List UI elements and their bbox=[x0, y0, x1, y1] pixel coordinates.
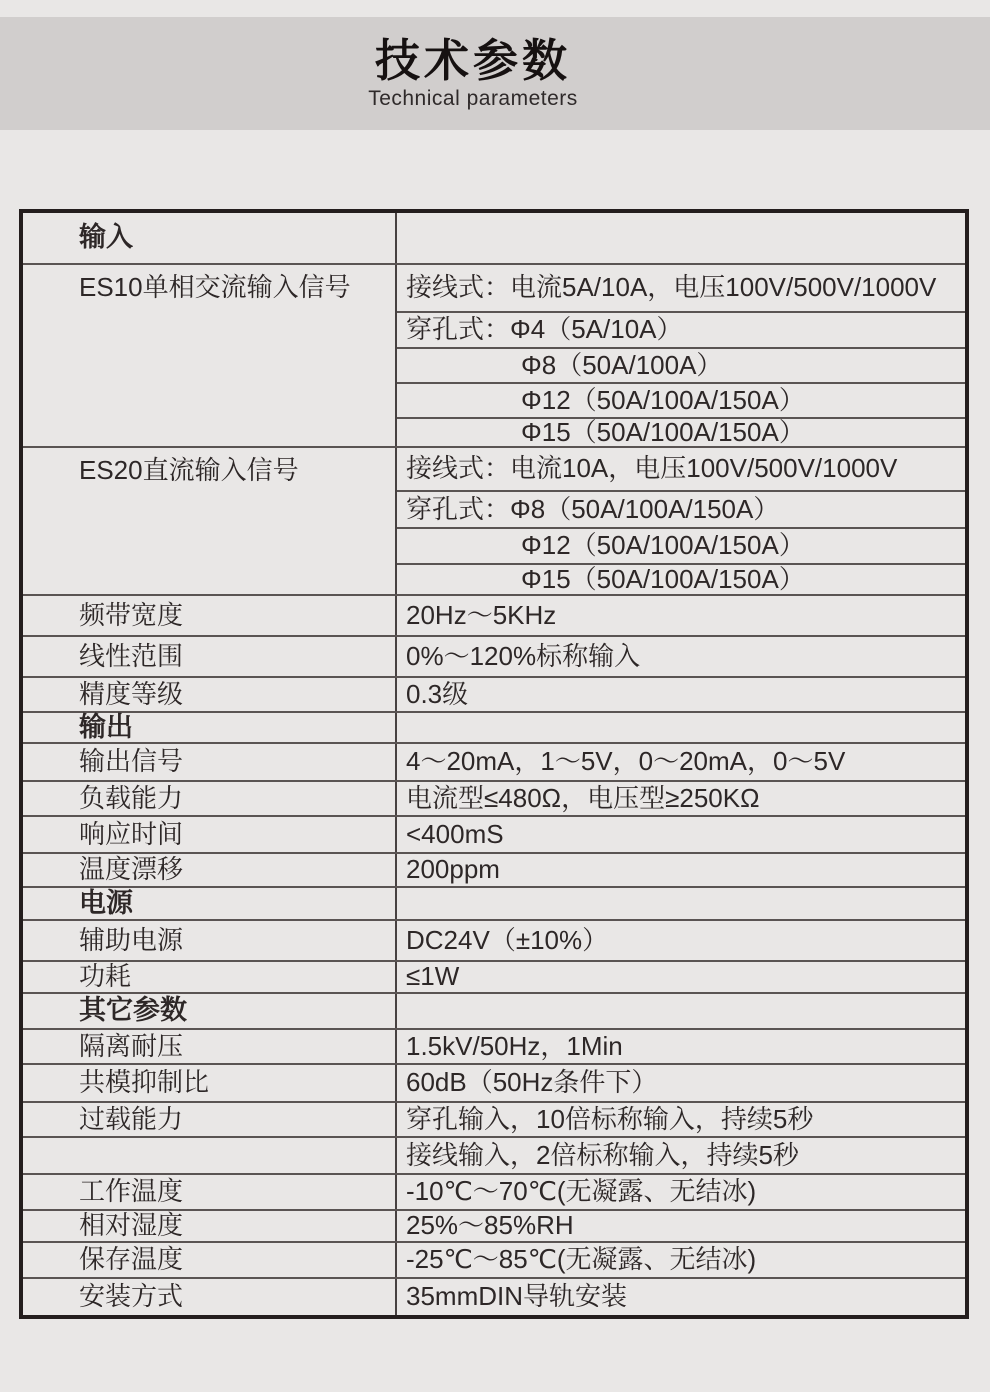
row-value bbox=[397, 213, 965, 263]
table-row-operating-temp bbox=[23, 1173, 965, 1209]
row-value: -25℃～85℃(无凝露、无结冰) bbox=[406, 1244, 757, 1275]
sub-row-value: Φ15（50A/100A/150A） bbox=[397, 563, 965, 594]
spec-table bbox=[19, 209, 969, 1319]
table-row-section-input bbox=[23, 213, 965, 263]
row-label bbox=[23, 1138, 397, 1173]
table-row-overload-2 bbox=[23, 1136, 965, 1173]
row-label: 电源 bbox=[23, 888, 397, 919]
sub-row-value: 接线式：电流5A/10A，电压100V/500V/1000V bbox=[406, 272, 937, 303]
table-row-isolation bbox=[23, 1028, 965, 1063]
sub-row-value: Φ15（50A/100A/150A） bbox=[397, 417, 965, 446]
table-row-section-other bbox=[23, 992, 965, 1028]
row-label: 辅助电源 bbox=[23, 921, 397, 960]
row-label: 其它参数 bbox=[23, 994, 397, 1028]
row-value: 25%～85%RH bbox=[406, 1210, 574, 1241]
row-label: 过载能力 bbox=[23, 1103, 397, 1136]
sub-row-value: 穿孔式：Φ8（50A/100A/150A） bbox=[397, 490, 965, 527]
table-row-overload-1 bbox=[23, 1101, 965, 1136]
row-value: 0%～120%标称输入 bbox=[406, 640, 641, 671]
row-value: 接线输入，2倍标称输入，持续5秒 bbox=[406, 1139, 799, 1170]
table-row-linearity bbox=[23, 635, 965, 676]
sub-row-value: Φ12（50A/100A/150A） bbox=[397, 527, 965, 563]
table-row-es10 bbox=[23, 263, 965, 446]
row-label: 负载能力 bbox=[23, 782, 397, 815]
title-band bbox=[0, 17, 990, 130]
row-label: 隔离耐压 bbox=[23, 1030, 397, 1063]
row-value bbox=[397, 994, 965, 1028]
row-label: 保存温度 bbox=[23, 1243, 397, 1277]
table-row-response-time bbox=[23, 815, 965, 852]
table-row-humidity bbox=[23, 1209, 965, 1241]
table-row-mounting bbox=[23, 1277, 965, 1315]
row-value-group bbox=[397, 448, 965, 594]
table-row-es20 bbox=[23, 446, 965, 594]
row-value: -10℃～70℃(无凝露、无结冰) bbox=[406, 1176, 757, 1207]
row-value: 穿孔输入，10倍标称输入，持续5秒 bbox=[406, 1103, 814, 1134]
table-row-cmrr bbox=[23, 1063, 965, 1101]
table-row-section-power bbox=[23, 886, 965, 919]
table-row-accuracy bbox=[23, 676, 965, 711]
row-label: 功耗 bbox=[23, 962, 397, 992]
row-label: ES10单相交流输入信号 bbox=[23, 265, 397, 446]
row-value-group bbox=[397, 265, 965, 446]
row-value bbox=[397, 888, 965, 919]
sub-row-value: 接线式：电流10A，电压100V/500V/1000V bbox=[406, 453, 898, 484]
table-row-storage-temp bbox=[23, 1241, 965, 1277]
row-value: 4～20mA，1～5V，0～20mA，0～5V bbox=[406, 746, 846, 777]
row-value bbox=[397, 713, 965, 742]
row-value: 0.3级 bbox=[406, 678, 469, 709]
row-label: 输入 bbox=[23, 213, 397, 263]
sub-row-value: Φ8（50A/100A） bbox=[397, 347, 965, 382]
row-value: 电流型≤480Ω，电压型≥250KΩ bbox=[406, 782, 760, 813]
row-label: 安装方式 bbox=[23, 1279, 397, 1315]
sub-row-value: 穿孔式：Φ4（5A/10A） bbox=[397, 311, 965, 347]
row-value: 1.5kV/50Hz，1Min bbox=[406, 1030, 623, 1061]
table-row-output-signal bbox=[23, 742, 965, 780]
row-value: 60dB（50Hz条件下） bbox=[406, 1067, 658, 1098]
row-label: 精度等级 bbox=[23, 678, 397, 711]
table-row-load-capacity bbox=[23, 780, 965, 815]
row-value: 200ppm bbox=[406, 854, 500, 885]
row-label: 输出 bbox=[23, 713, 397, 742]
table-row-aux-power bbox=[23, 919, 965, 960]
table-row-bandwidth bbox=[23, 594, 965, 635]
row-label: ES20直流输入信号 bbox=[23, 448, 397, 594]
row-label: 线性范围 bbox=[23, 637, 397, 676]
row-label: 温度漂移 bbox=[23, 854, 397, 886]
table-row-power-consumption bbox=[23, 960, 965, 992]
page-title: 技术参数 bbox=[374, 34, 571, 86]
table-row-temp-drift bbox=[23, 852, 965, 886]
row-label: 输出信号 bbox=[23, 744, 397, 780]
row-value: 35mmDIN导轨安装 bbox=[406, 1281, 628, 1312]
row-label: 相对湿度 bbox=[23, 1211, 397, 1241]
row-value: ≤1W bbox=[406, 961, 460, 992]
row-label: 频带宽度 bbox=[23, 596, 397, 635]
row-label: 响应时间 bbox=[23, 817, 397, 852]
row-label: 共模抑制比 bbox=[23, 1065, 397, 1101]
page-subtitle: Technical parameters bbox=[368, 87, 578, 111]
row-label: 工作温度 bbox=[23, 1175, 397, 1209]
row-value: <400mS bbox=[406, 818, 504, 849]
row-value: DC24V（±10%） bbox=[406, 924, 609, 955]
row-value: 20Hz～5KHz bbox=[406, 599, 557, 630]
table-row-section-output bbox=[23, 711, 965, 742]
sub-row-value: Φ12（50A/100A/150A） bbox=[397, 382, 965, 417]
